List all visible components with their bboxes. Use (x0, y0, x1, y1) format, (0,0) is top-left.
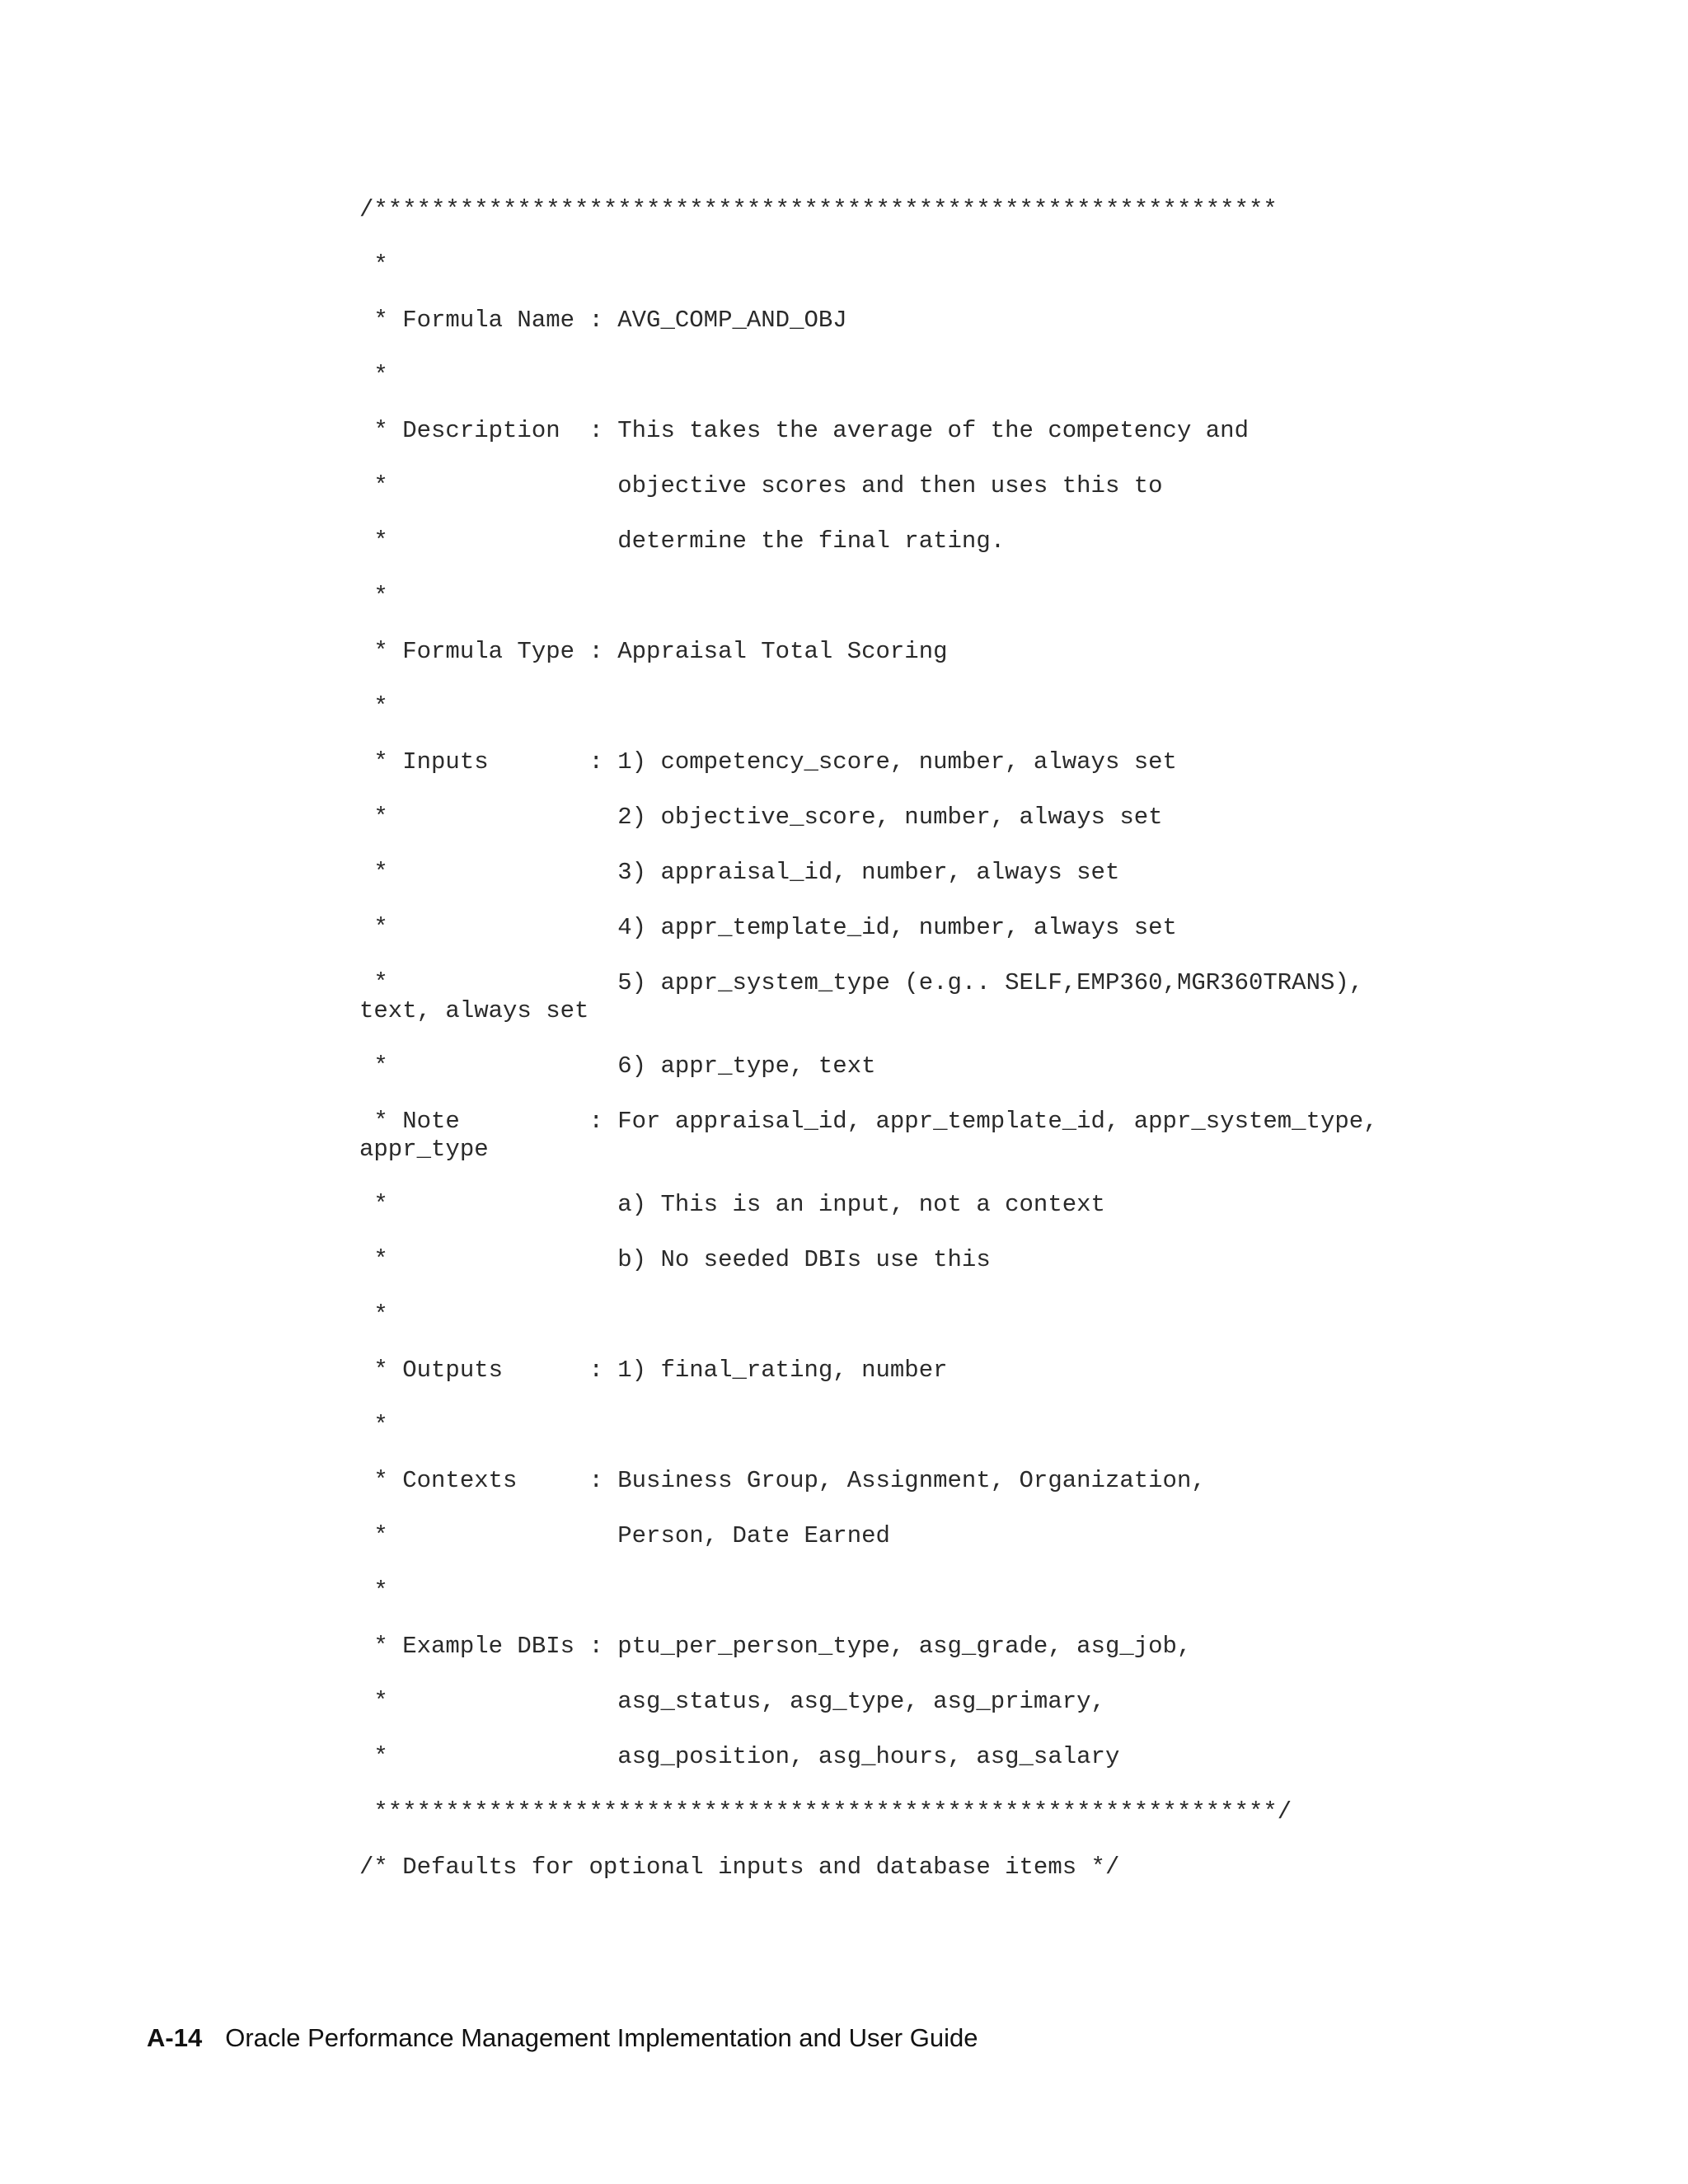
code-line: * (359, 251, 388, 279)
page-number: A-14 (147, 2023, 203, 2052)
code-line: * objective scores and then uses this to (359, 472, 1163, 499)
code-line: * (359, 362, 388, 389)
formula-code-listing (359, 196, 1497, 1909)
book-title: Oracle Performance Management Implementation and User Guide (225, 2023, 978, 2052)
code-line: /* Defaults for optional inputs and database items */ (359, 1854, 1120, 1881)
code-line: * Inputs : 1) competency_score, number, always set (359, 748, 1177, 776)
code-line: /*************************************************************** (359, 196, 1278, 223)
code-line: * 4) appr_template_id, number, always set (359, 914, 1177, 941)
code-line: * asg_status, asg_type, asg_primary, (359, 1688, 1105, 1715)
code-line: * Formula Type : Appraisal Total Scoring (359, 638, 948, 665)
code-line: * Contexts : Business Group, Assignment, Organization, (359, 1467, 1206, 1494)
code-line: * asg_position, asg_hours, asg_salary (359, 1743, 1120, 1770)
code-line: * (359, 1577, 388, 1605)
code-line: * a) This is an input, not a context (359, 1191, 1105, 1218)
code-line: * determine the final rating. (359, 527, 1006, 555)
code-line: * Note : For appraisal_id, appr_template_id, appr_system_type, appr_type (359, 1108, 1378, 1163)
code-line: * Outputs : 1) final_rating, number (359, 1357, 948, 1384)
code-line: * 3) appraisal_id, number, always set (359, 859, 1120, 886)
code-line: * 2) objective_score, number, always set (359, 804, 1163, 831)
code-line: * 5) appr_system_type (e.g.. SELF,EMP360,MGR360TRANS), text, always set (359, 969, 1364, 1024)
code-line: * (359, 1301, 388, 1329)
code-line: * (359, 693, 388, 720)
page-footer (147, 2023, 978, 2053)
code-line: * b) No seeded DBIs use this (359, 1246, 991, 1273)
code-line: ***************************************************************/ (359, 1798, 1292, 1825)
code-line: * Example DBIs : ptu_per_person_type, asg_grade, asg_job, (359, 1633, 1192, 1660)
code-line: * Description : This takes the average of the competency and (359, 417, 1249, 444)
code-line: * Formula Name : AVG_COMP_AND_OBJ (359, 307, 847, 334)
code-line: * (359, 583, 388, 610)
code-line: * 6) appr_type, text (359, 1052, 876, 1080)
code-line: * Person, Date Earned (359, 1522, 890, 1549)
code-line: * (359, 1412, 388, 1439)
